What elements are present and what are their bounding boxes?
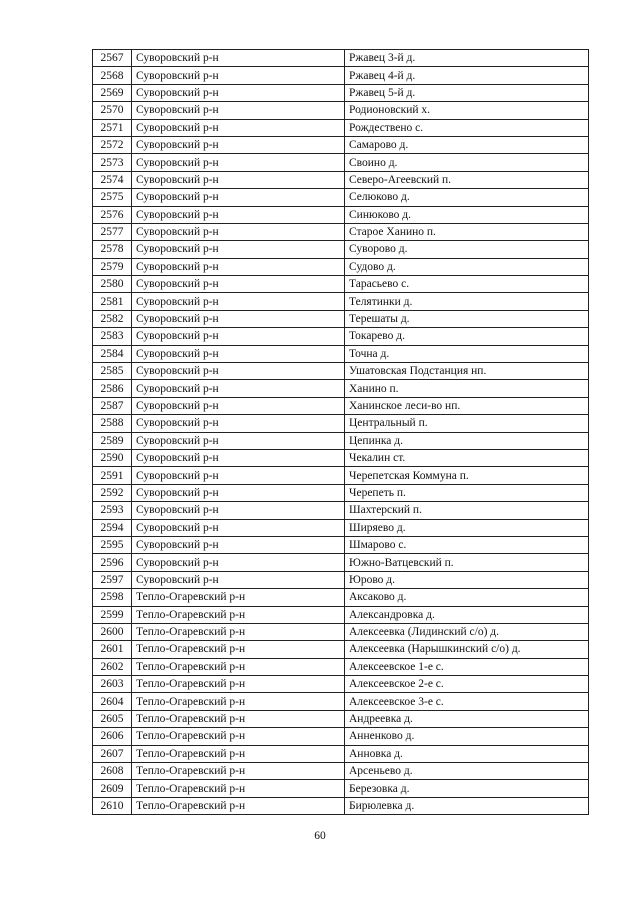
table-row (93, 571, 589, 588)
district-cell: Тепло-Огаревский р-н (132, 763, 345, 780)
district-cell: Суворовский р-н (132, 136, 345, 153)
settlement-cell: Ханино п. (345, 380, 589, 397)
table-row (93, 102, 589, 119)
table-row (93, 206, 589, 223)
table-row (93, 276, 589, 293)
table-row (93, 623, 589, 640)
table-row (93, 467, 589, 484)
settlement-cell: Арсеньево д. (345, 763, 589, 780)
settlement-cell: Синюково д. (345, 206, 589, 223)
settlement-cell: Ржавец 4-й д. (345, 67, 589, 84)
settlement-cell: Анновка д. (345, 745, 589, 762)
row-number: 2602 (93, 658, 132, 675)
settlement-cell: Андреевка д. (345, 710, 589, 727)
row-number: 2580 (93, 276, 132, 293)
district-cell: Суворовский р-н (132, 84, 345, 101)
settlement-cell: Южно-Ватцевский п. (345, 554, 589, 571)
district-cell: Суворовский р-н (132, 206, 345, 223)
district-cell: Суворовский р-н (132, 449, 345, 466)
district-cell: Суворовский р-н (132, 50, 345, 67)
district-cell: Суворовский р-н (132, 536, 345, 553)
row-number: 2590 (93, 449, 132, 466)
district-cell: Суворовский р-н (132, 189, 345, 206)
district-cell: Тепло-Огаревский р-н (132, 623, 345, 640)
settlement-cell: Ханинское леси-во нп. (345, 397, 589, 414)
row-number: 2575 (93, 189, 132, 206)
settlement-cell: Анненково д. (345, 728, 589, 745)
table-row (93, 397, 589, 414)
table-row (93, 676, 589, 693)
row-number: 2589 (93, 432, 132, 449)
district-cell: Суворовский р-н (132, 380, 345, 397)
district-cell: Суворовский р-н (132, 432, 345, 449)
page-number: 60 (314, 830, 326, 842)
row-number: 2603 (93, 676, 132, 693)
table-row (93, 415, 589, 432)
table-row (93, 380, 589, 397)
row-number: 2593 (93, 502, 132, 519)
row-number: 2598 (93, 589, 132, 606)
row-number: 2571 (93, 119, 132, 136)
table-row (93, 119, 589, 136)
row-number: 2595 (93, 536, 132, 553)
district-cell: Суворовский р-н (132, 310, 345, 327)
table-row (93, 763, 589, 780)
district-cell: Суворовский р-н (132, 154, 345, 171)
district-cell: Суворовский р-н (132, 554, 345, 571)
district-cell: Суворовский р-н (132, 484, 345, 501)
district-cell: Суворовский р-н (132, 102, 345, 119)
table-row (93, 189, 589, 206)
district-cell: Суворовский р-н (132, 276, 345, 293)
settlement-cell: Шахтерский п. (345, 502, 589, 519)
settlement-cell: Тарасьево с. (345, 276, 589, 293)
settlement-cell: Аксаково д. (345, 589, 589, 606)
district-cell: Тепло-Огаревский р-н (132, 693, 345, 710)
settlement-cell: Токарево д. (345, 328, 589, 345)
row-number: 2567 (93, 50, 132, 67)
row-number: 2586 (93, 380, 132, 397)
table-row (93, 258, 589, 275)
table-row (93, 67, 589, 84)
settlement-cell: Ржавец 5-й д. (345, 84, 589, 101)
settlement-cell: Черепетская Коммуна п. (345, 467, 589, 484)
table-row (93, 658, 589, 675)
table-row (93, 780, 589, 797)
row-number: 2573 (93, 154, 132, 171)
table-row (93, 84, 589, 101)
row-number: 2594 (93, 519, 132, 536)
settlement-cell: Цепинка д. (345, 432, 589, 449)
row-number: 2579 (93, 258, 132, 275)
table-row (93, 241, 589, 258)
row-number: 2591 (93, 467, 132, 484)
row-number: 2574 (93, 171, 132, 188)
table-row (93, 154, 589, 171)
row-number: 2585 (93, 363, 132, 380)
settlement-cell: Алексеевка (Лидинский с/о) д. (345, 623, 589, 640)
district-cell: Суворовский р-н (132, 328, 345, 345)
table-row (93, 536, 589, 553)
settlement-cell: Селюково д. (345, 189, 589, 206)
table-row (93, 484, 589, 501)
settlement-cell: Самарово д. (345, 136, 589, 153)
table-row (93, 728, 589, 745)
row-number: 2581 (93, 293, 132, 310)
district-cell: Суворовский р-н (132, 415, 345, 432)
settlement-cell: Березовка д. (345, 780, 589, 797)
district-cell: Суворовский р-н (132, 467, 345, 484)
table-row (93, 710, 589, 727)
table-row (93, 432, 589, 449)
settlement-cell: Александровка д. (345, 606, 589, 623)
settlement-cell: Суворово д. (345, 241, 589, 258)
table-row (93, 745, 589, 762)
table-row (93, 519, 589, 536)
settlement-cell: Точна д. (345, 345, 589, 362)
row-number: 2587 (93, 397, 132, 414)
settlement-cell: Северо-Агеевский п. (345, 171, 589, 188)
table-row (93, 606, 589, 623)
row-number: 2592 (93, 484, 132, 501)
row-number: 2599 (93, 606, 132, 623)
table-row (93, 449, 589, 466)
settlement-cell: Ушатовская Подстанция нп. (345, 363, 589, 380)
district-cell: Суворовский р-н (132, 363, 345, 380)
row-number: 2568 (93, 67, 132, 84)
district-cell: Тепло-Огаревский р-н (132, 728, 345, 745)
table-row (93, 171, 589, 188)
row-number: 2588 (93, 415, 132, 432)
district-cell: Тепло-Огаревский р-н (132, 589, 345, 606)
settlements-table-body (93, 50, 589, 815)
row-number: 2576 (93, 206, 132, 223)
row-number: 2605 (93, 710, 132, 727)
settlements-table (92, 49, 589, 815)
settlement-cell: Алексеевское 3-е с. (345, 693, 589, 710)
settlement-cell: Телятинки д. (345, 293, 589, 310)
district-cell: Тепло-Огаревский р-н (132, 658, 345, 675)
table-row (93, 589, 589, 606)
row-number: 2604 (93, 693, 132, 710)
table-row (93, 693, 589, 710)
row-number: 2606 (93, 728, 132, 745)
district-cell: Суворовский р-н (132, 171, 345, 188)
row-number: 2601 (93, 641, 132, 658)
settlement-cell: Своино д. (345, 154, 589, 171)
row-number: 2607 (93, 745, 132, 762)
district-cell: Суворовский р-н (132, 119, 345, 136)
settlement-cell: Ржавец 3-й д. (345, 50, 589, 67)
table-row (93, 641, 589, 658)
settlement-cell: Терешаты д. (345, 310, 589, 327)
settlement-cell: Юрово д. (345, 571, 589, 588)
district-cell: Тепло-Огаревский р-н (132, 676, 345, 693)
settlement-cell: Алексеевское 2-е с. (345, 676, 589, 693)
district-cell: Суворовский р-н (132, 519, 345, 536)
settlement-cell: Старое Ханино п. (345, 223, 589, 240)
settlement-cell: Судово д. (345, 258, 589, 275)
row-number: 2609 (93, 780, 132, 797)
settlement-cell: Рождествено с. (345, 119, 589, 136)
district-cell: Суворовский р-н (132, 502, 345, 519)
table-row (93, 328, 589, 345)
table-row (93, 554, 589, 571)
row-number: 2570 (93, 102, 132, 119)
table-row (93, 223, 589, 240)
settlement-cell: Черепеть п. (345, 484, 589, 501)
district-cell: Тепло-Огаревский р-н (132, 641, 345, 658)
table-row (93, 345, 589, 362)
district-cell: Суворовский р-н (132, 241, 345, 258)
row-number: 2584 (93, 345, 132, 362)
settlement-cell: Родионовский х. (345, 102, 589, 119)
district-cell: Суворовский р-н (132, 397, 345, 414)
row-number: 2596 (93, 554, 132, 571)
table-row (93, 310, 589, 327)
settlement-cell: Шмарово с. (345, 536, 589, 553)
district-cell: Суворовский р-н (132, 223, 345, 240)
table-row (93, 136, 589, 153)
row-number: 2572 (93, 136, 132, 153)
row-number: 2610 (93, 797, 132, 814)
row-number: 2597 (93, 571, 132, 588)
row-number: 2577 (93, 223, 132, 240)
district-cell: Тепло-Огаревский р-н (132, 780, 345, 797)
district-cell: Тепло-Огаревский р-н (132, 797, 345, 814)
district-cell: Тепло-Огаревский р-н (132, 745, 345, 762)
table-row (93, 293, 589, 310)
district-cell: Суворовский р-н (132, 293, 345, 310)
district-cell: Суворовский р-н (132, 345, 345, 362)
settlement-cell: Центральный п. (345, 415, 589, 432)
settlement-cell: Чекалин ст. (345, 449, 589, 466)
table-row (93, 50, 589, 67)
settlement-cell: Ширяево д. (345, 519, 589, 536)
district-cell: Суворовский р-н (132, 571, 345, 588)
settlement-cell: Бирюлевка д. (345, 797, 589, 814)
settlement-cell: Алексеевка (Нарышкинский с/о) д. (345, 641, 589, 658)
row-number: 2583 (93, 328, 132, 345)
table-row (93, 363, 589, 380)
row-number: 2582 (93, 310, 132, 327)
district-cell: Суворовский р-н (132, 67, 345, 84)
table-row (93, 797, 589, 814)
row-number: 2578 (93, 241, 132, 258)
settlement-cell: Алексеевское 1-е с. (345, 658, 589, 675)
row-number: 2608 (93, 763, 132, 780)
district-cell: Тепло-Огаревский р-н (132, 710, 345, 727)
district-cell: Тепло-Огаревский р-н (132, 606, 345, 623)
row-number: 2569 (93, 84, 132, 101)
table-row (93, 502, 589, 519)
row-number: 2600 (93, 623, 132, 640)
district-cell: Суворовский р-н (132, 258, 345, 275)
